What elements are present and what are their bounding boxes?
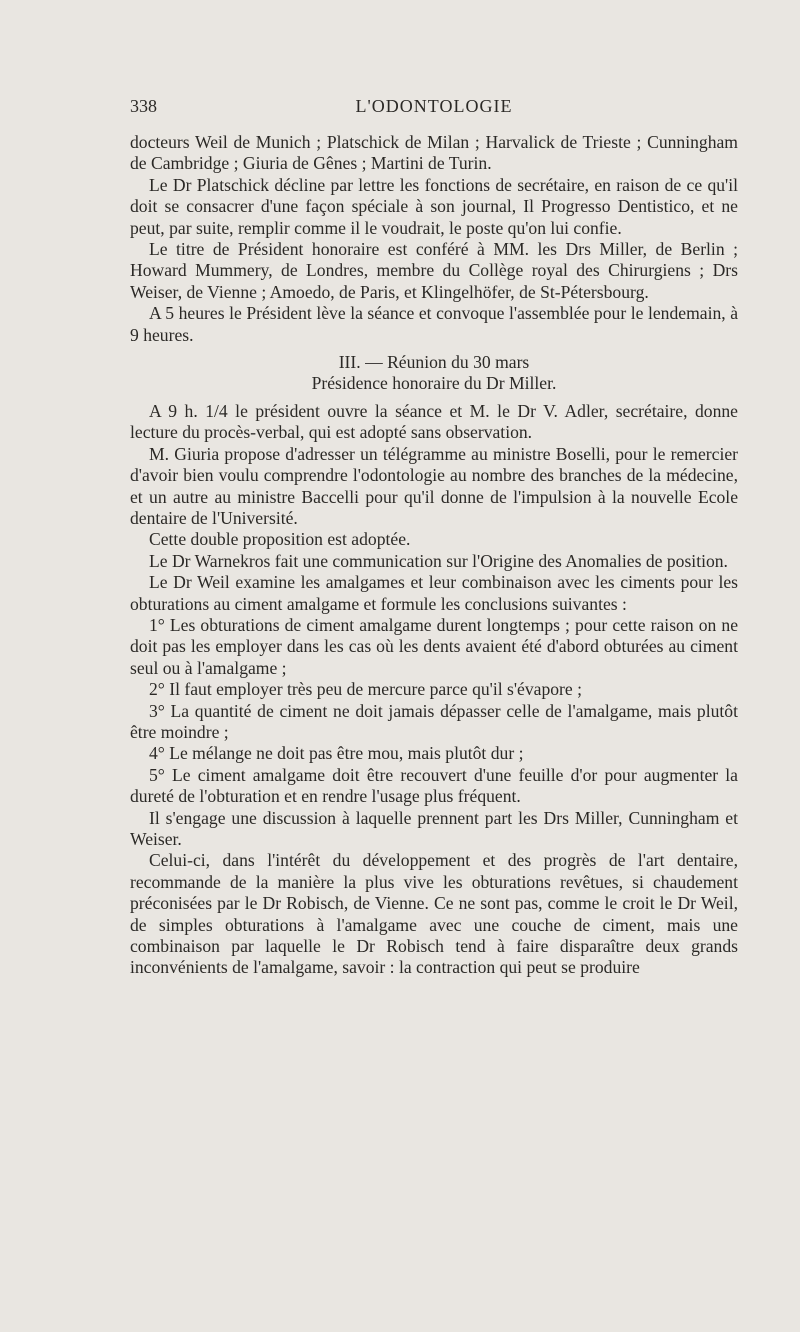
list-item: 2° Il faut employer très peu de mercure parce qu'il s'évapore ; <box>149 679 582 700</box>
list-item: 3° La quantité de ciment ne doit jamais dépasser celle de l'amalgame, mais plutôt être moindre ; <box>130 700 738 742</box>
list-item: 4° Le mélange ne doit pas être mou, mais plutôt dur ; <box>149 743 524 764</box>
paragraph: A 9 h. 1/4 le président ouvre la séance et M. le Dr V. Adler, secrétaire, donne lecture du procès-verbal, qui est adopté sans observation. <box>130 400 738 443</box>
paragraph: M. Giuria propose d'adresser un télégramme au ministre Boselli, pour le remercier d'avoir bien voulu comprendre l'odontologie au nombre des branches de la médecine, et un autre au ministre Baccelli pour qu'il donne de l'impulsion à la nouvelle Ecole dentaire de l'Université. <box>130 443 738 528</box>
section-heading: III. — Réunion du 30 mars <box>338 352 530 373</box>
list-item: 1° Les obturations de ciment amalgame durent longtemps ; pour cette raison on ne doit pas les employer dans les cas où les dents avaient été d'abord obturées au ciment seul ou à l'amalgame ; <box>130 614 738 678</box>
running-title: L'ODONTOLOGIE <box>355 96 513 116</box>
paragraph: Le Dr Warnekros fait une communication sur l'Origine des Anomalies de position. <box>149 550 728 571</box>
paragraph: Le Dr Weil examine les amalgames et leur combinaison avec les ciments pour les obturations au ciment amalgame et formule les conclusions suivantes : <box>130 572 738 614</box>
paragraph: Le Dr Platschick décline par lettre les fonctions de secrétaire, en raison de ce qu'il doit se consacrer d'une façon spéciale à son journal, Il Progresso Dentistico, et ne peut, par suite, remplir comme il le voudrait, le poste qu'on lui confie. <box>130 174 738 238</box>
body-text <box>130 132 738 979</box>
paragraph: Le titre de Président honoraire est conféré à MM. les Drs Miller, de Berlin ; Howard Mummery, de Londres, membre du Collège royal des Chirurgiens ; Drs Weiser, de Vienne ; Amoedo, de Paris, et Klingelhöfer, de St-Pétersbourg. <box>130 239 738 302</box>
paragraph: Cette double proposition est adoptée. <box>149 529 411 550</box>
paragraph: Celui-ci, dans l'intérêt du développement et des progrès de l'art dentaire, recommande de la manière la plus vive les obturations revêtues, si chaudement préconisées par le Dr Robisch, de Vienne. Ce ne sont pas, comme le croit le Dr Weil, de simples obturations à l'amalgame avec une couche de ciment, mais une combinaison par laquelle le Dr Robisch tend à faire disparaître deux grands inconvénients de l'amalgame, savoir : la contraction qui peut se produire <box>130 850 738 978</box>
page-number: 338 <box>130 96 157 116</box>
running-header <box>130 96 738 122</box>
list-item: 5° Le ciment amalgame doit être recouvert d'une feuille d'or pour augmenter la dureté de l'obturation et en rendre l'usage plus fréquent. <box>130 764 738 807</box>
section-subheading: Présidence honoraire du Dr Miller. <box>311 373 557 394</box>
paragraph: Il s'engage une discussion à laquelle prennent part les Drs Miller, Cunningham et Weiser. <box>130 807 738 849</box>
paragraph: A 5 heures le Président lève la séance et convoque l'assemblée pour le lendemain, à 9 heures. <box>130 303 738 345</box>
paragraph: docteurs Weil de Munich ; Platschick de Milan ; Harvalick de Trieste ; Cunningham de Cambridge ; Giuria de Gênes ; Martini de Turin. <box>130 132 738 174</box>
